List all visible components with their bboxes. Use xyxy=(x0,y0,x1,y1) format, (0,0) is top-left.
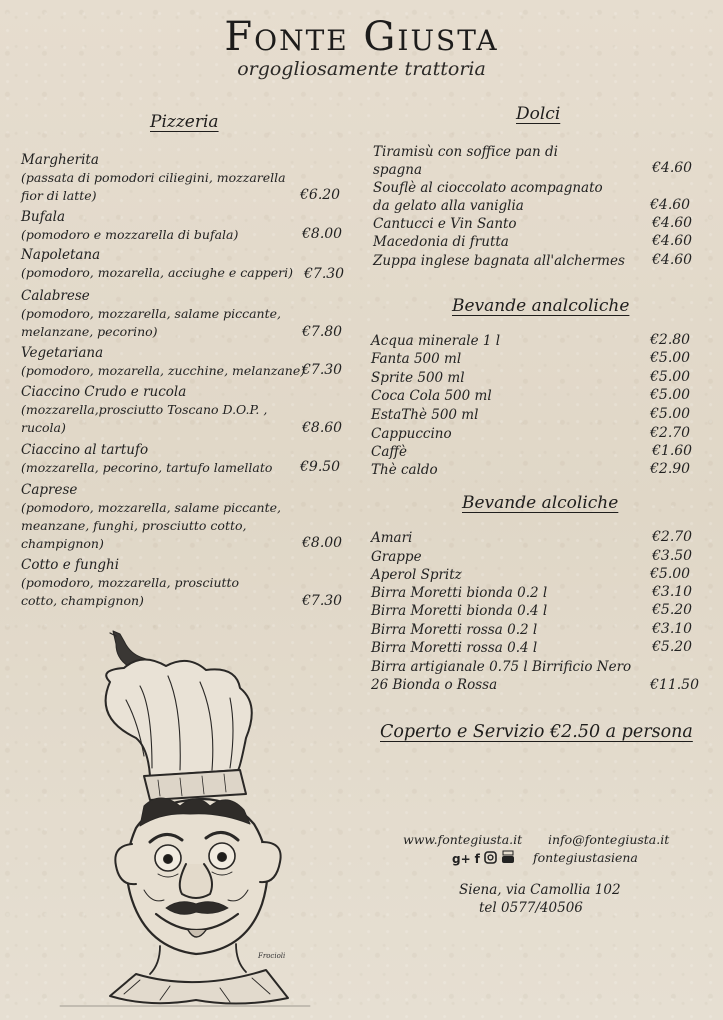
drink-item: EstaThè 500 ml xyxy=(371,407,479,423)
item-price: €6.20 xyxy=(300,187,341,203)
item-desc: (mozzarella,prosciutto Toscano D.O.P. , rucola) xyxy=(21,402,268,435)
menu-item xyxy=(21,151,291,205)
analcoliche-heading: Bevande analcoliche xyxy=(452,296,630,316)
item-desc: (pomodoro, mozarella, zucchine, melanzane) xyxy=(21,363,306,378)
menu-item xyxy=(21,383,296,437)
drink-item: Acqua minerale 1 l xyxy=(371,333,501,349)
drink-item: Sprite 500 ml xyxy=(371,370,465,386)
item-name: Vegetariana xyxy=(21,345,104,361)
menu-item xyxy=(21,287,291,341)
item-price: €2.70 xyxy=(652,529,693,545)
item-price: €5.20 xyxy=(652,602,693,618)
item-desc: (pomodoro, mozzarella, salame piccante, meanzane, funghi, prosciutto cotto, champignon) xyxy=(21,500,281,551)
item-desc: (pomodoro e mozzarella di bufala) xyxy=(21,227,239,242)
item-desc: (pomodoro, mozzarella, prosciutto cotto, champignon) xyxy=(21,575,240,608)
item-desc: (mozzarella, pecorino, tartufo lamellato xyxy=(21,460,273,475)
drink-item: Birra artigianale 0.75 l Birrificio Nero 26 Bionda o Rossa xyxy=(371,659,632,693)
drink-item: Birra Moretti bionda 0.4 l xyxy=(371,603,548,619)
menu-item xyxy=(21,246,311,282)
drink-item: Thè caldo xyxy=(371,462,438,478)
drink-item: Fanta 500 ml xyxy=(371,351,462,367)
item-price: €8.60 xyxy=(302,420,343,436)
phone-number: tel 0577/40506 xyxy=(479,900,583,916)
menu-item xyxy=(21,481,293,553)
item-name: Ciaccino Crudo e rucola xyxy=(21,384,187,400)
item-price: €5.00 xyxy=(650,406,691,422)
drink-item: Birra Moretti bionda 0.2 l xyxy=(371,585,548,601)
dolci-item: Cantucci e Vin Santo xyxy=(373,216,517,232)
dolci-item: Tiramisù con soffice pan di spagna xyxy=(373,144,558,178)
item-price: €4.60 xyxy=(650,197,691,213)
item-price: €4.60 xyxy=(652,233,693,249)
item-price: €5.00 xyxy=(650,566,691,582)
instagram-icon[interactable] xyxy=(484,851,497,867)
cover-charge: Coperto e Servizio €2.50 a persona xyxy=(380,722,693,742)
menu-item xyxy=(21,556,276,610)
dolci-item: Macedonia di frutta xyxy=(373,234,509,250)
item-name: Cotto e funghi xyxy=(21,557,120,573)
social-handle: fontegiustasiena xyxy=(533,850,638,865)
item-price: €3.50 xyxy=(652,548,693,564)
drink-item: Amari xyxy=(371,530,413,546)
item-name: Napoletana xyxy=(21,247,101,263)
item-price: €1.60 xyxy=(652,443,693,459)
item-name: Bufala xyxy=(21,209,66,225)
item-desc: (pomodoro, mozzarella, salame piccante, melanzane, pecorino) xyxy=(21,306,281,339)
item-name: Caprese xyxy=(21,482,78,498)
dolci-item: Souflè al cioccolato acompagnato da gelato alla vaniglia xyxy=(373,180,603,214)
drink-item: Caffè xyxy=(371,444,407,460)
drink-item: Aperol Spritz xyxy=(371,567,462,583)
email-link[interactable]: info@fontegiusta.it xyxy=(548,832,670,847)
item-price: €7.30 xyxy=(302,362,343,378)
artist-signature: Frocioli xyxy=(258,952,286,960)
item-price: €5.00 xyxy=(650,369,691,385)
drink-item: Cappuccino xyxy=(371,426,452,442)
item-price: €5.00 xyxy=(650,350,691,366)
item-price: €8.00 xyxy=(302,535,343,551)
alcoliche-heading: Bevande alcoliche xyxy=(462,493,619,513)
drink-item: Coca Cola 500 ml xyxy=(371,388,492,404)
item-price: €4.60 xyxy=(652,252,693,268)
item-price: €4.60 xyxy=(652,160,693,176)
item-desc: (passata di pomodori ciliegini, mozzarella fior di latte) xyxy=(21,170,286,203)
item-price: €8.00 xyxy=(302,226,343,242)
restaurant-subtitle: orgogliosamente trattoria xyxy=(237,58,486,80)
menu-item xyxy=(21,441,291,477)
item-name: Margherita xyxy=(21,152,99,168)
item-price: €7.30 xyxy=(302,593,343,609)
pizzeria-heading: Pizzeria xyxy=(150,112,219,132)
dolci-item: Zuppa inglese bagnata all'alchermes xyxy=(373,253,625,269)
website-link[interactable]: www.fontegiusta.it xyxy=(403,832,523,847)
chef-illustration xyxy=(40,628,330,1013)
drink-item: Grappe xyxy=(371,549,422,565)
item-price: €7.80 xyxy=(302,324,343,340)
menu-item xyxy=(21,208,311,244)
drink-item: Birra Moretti rossa 0.2 l xyxy=(371,622,538,638)
drink-item: Birra Moretti rossa 0.4 l xyxy=(371,640,538,656)
item-desc: (pomodoro, mozarella, acciughe e capperi) xyxy=(21,265,293,280)
google-plus-icon[interactable]: g+ xyxy=(452,851,471,866)
restaurant-title: Fonte Giusta xyxy=(224,14,499,60)
item-price: €9.50 xyxy=(300,459,341,475)
dolci-heading: Dolci xyxy=(516,104,561,124)
item-price: €2.70 xyxy=(650,425,691,441)
item-price: €5.00 xyxy=(650,387,691,403)
address: Siena, via Camollia 102 xyxy=(459,882,621,898)
item-price: €3.10 xyxy=(652,621,693,637)
item-name: Ciaccino al tartufo xyxy=(21,442,149,458)
item-price: €3.10 xyxy=(652,584,693,600)
item-price: €4.60 xyxy=(652,215,693,231)
item-price: €5.20 xyxy=(652,639,693,655)
item-name: Calabrese xyxy=(21,288,90,304)
menu-item xyxy=(21,344,311,380)
social-icons xyxy=(452,850,515,867)
item-price: €2.80 xyxy=(650,332,691,348)
item-price: €11.50 xyxy=(650,677,699,693)
item-price: €2.90 xyxy=(650,461,691,477)
facebook-icon[interactable]: f xyxy=(474,851,480,866)
youtube-icon[interactable] xyxy=(501,850,515,867)
item-price: €7.30 xyxy=(304,266,345,282)
